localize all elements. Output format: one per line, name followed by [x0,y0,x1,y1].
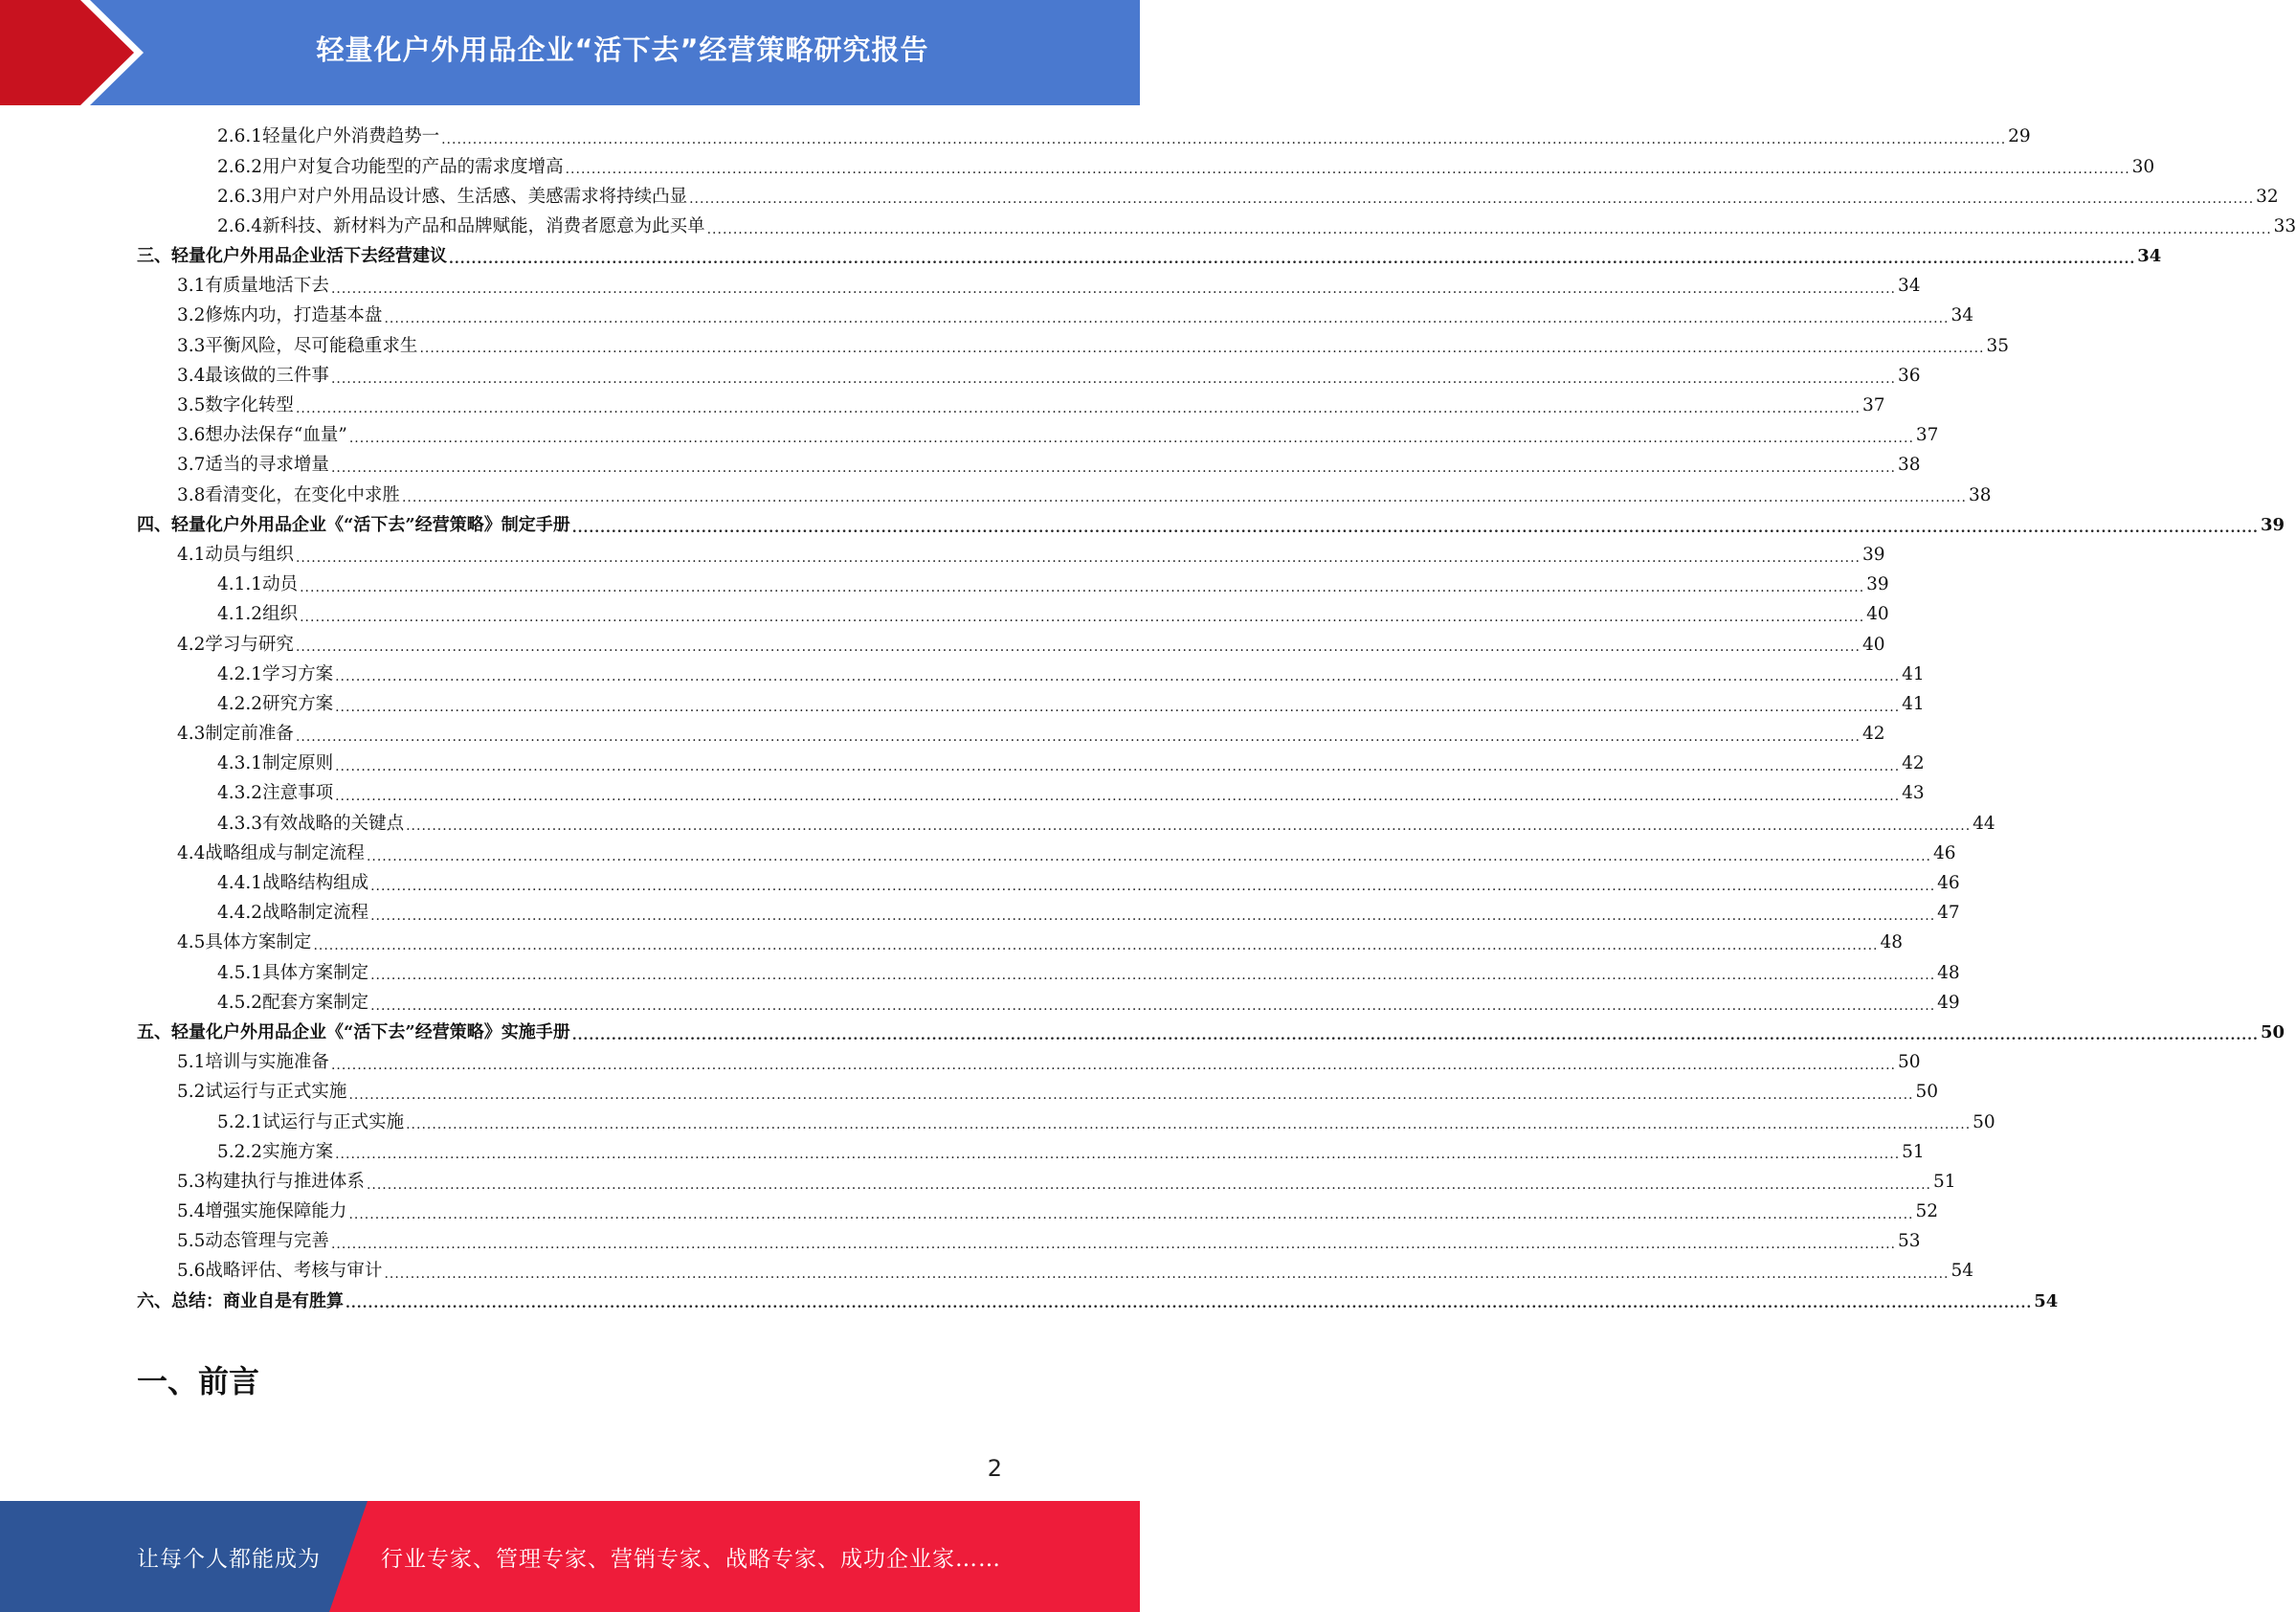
toc-leader-dots: ............................................................................................................................................................................................................................................................................................................ [689,191,2255,208]
toc-entry-page: 37 [1915,425,1939,446]
toc-entry-title: 实施方案 [262,1141,334,1162]
toc-leader-dots: ............................................................................................................................................................................................................................................................................................................ [571,520,2259,536]
toc-entry-title: 想办法保存“血量” [205,425,347,446]
toc-entry-title: 轻量化户外消费趋势一 [262,126,440,147]
toc-entry[interactable] [137,213,2296,242]
toc-entry-number: 3.2 [177,305,206,326]
toc-entry-number: 5.6 [177,1261,206,1282]
toc-entry-page: 50 [1898,1052,1921,1073]
toc-entry-title: 用户对复合功能型的产品的需求度增高 [262,156,564,177]
toc-entry[interactable] [137,331,2010,361]
toc-leader-dots: ............................................................................................................................................................................................................................................................................................................ [313,938,1879,954]
toc-entry-number: 4.3.3 [217,813,263,834]
toc-entry-page: 51 [1933,1171,1956,1192]
page-number: 2 [987,1455,1002,1482]
toc-entry-page: 34 [2137,246,2162,267]
toc-entry-page: 39 [1862,544,1885,565]
toc-entry-number: 3.6 [177,425,206,446]
toc-entry-title: 学习方案 [262,663,334,684]
toc-entry-title: 培训与实施准备 [205,1052,329,1073]
toc-leader-dots: ............................................................................................................................................................................................................................................................................................................ [346,1296,2033,1312]
toc-entry[interactable] [137,571,1889,600]
toc-entry[interactable] [137,1257,1974,1287]
toc-entry[interactable] [137,1019,2285,1048]
toc-entry-number: 4.2.1 [217,663,263,684]
toc-entry-title: 动员 [262,574,299,595]
toc-entry-title: 数字化转型 [205,395,294,416]
toc-entry[interactable] [137,451,1921,481]
toc-entry-number: 4.5.2 [217,992,263,1013]
toc-entry-number: 3.7 [177,455,206,476]
toc-leader-dots: ............................................................................................................................................................................................................................................................................................................ [565,162,2130,178]
toc-entry-page: 39 [2260,515,2285,536]
toc-entry-number: 4.3 [177,724,206,745]
toc-entry-page: 54 [1950,1261,1974,1282]
toc-entry-page: 34 [1898,276,1921,297]
toc-entry-title: 制定原则 [262,753,334,774]
toc-entry-page: 39 [1866,574,1889,595]
toc-entry-title: 战略评估、考核与审计 [205,1261,383,1282]
toc-entry[interactable] [137,929,1904,958]
toc-entry-page: 50 [1915,1082,1939,1103]
toc-leader-dots: ............................................................................................................................................................................................................................................................................................................ [419,341,1985,357]
toc-entry-page: 38 [1969,484,1992,505]
toc-leader-dots: ............................................................................................................................................................................................................................................................................................................ [335,699,1901,715]
toc-leader-dots: ............................................................................................................................................................................................................................................................................................................ [295,728,1861,745]
toc-entry[interactable] [137,1078,1939,1108]
toc-leader-dots: ............................................................................................................................................................................................................................................................................................................ [401,490,1967,506]
toc-entry-page: 50 [2260,1022,2285,1043]
toc-entry-page: 42 [1862,724,1885,745]
toc-leader-dots: ............................................................................................................................................................................................................................................................................................................ [384,1266,1950,1283]
toc-entry[interactable] [137,1137,1925,1167]
toc-entry-number: 3.8 [177,484,206,505]
toc-leader-dots: ............................................................................................................................................................................................................................................................................................................ [335,1147,1901,1163]
toc-entry[interactable] [137,660,1925,689]
toc-entry-number: 2.6.4 [217,215,263,236]
toc-entry-page: 46 [1933,842,1956,863]
toc-entry-number: 3.4 [177,365,206,386]
toc-entry-page: 42 [1902,753,1925,774]
toc-entry[interactable] [137,541,1885,571]
toc-entry-title: 四、轻量化户外用品企业《“活下去”经营策略》制定手册 [137,515,570,536]
toc-entry[interactable] [137,272,1921,302]
toc-entry-page: 32 [2256,186,2279,207]
toc-leader-dots: ............................................................................................................................................................................................................................................................................................................ [348,1087,1914,1104]
toc-leader-dots: ............................................................................................................................................................................................................................................................................................................ [384,311,1950,327]
toc-entry[interactable] [137,809,1995,839]
toc-entry-page: 47 [1937,903,1960,924]
toc-entry-number: 4.3.2 [217,783,263,804]
toc-entry-title: 六、总结：商业自是有胜算 [137,1290,344,1311]
toc-entry-number: 4.1 [177,544,206,565]
toc-entry-title: 最该做的三件事 [205,365,329,386]
toc-entry-title: 修炼内功，打造基本盘 [205,305,383,326]
toc-entry-title: 动员与组织 [205,544,294,565]
toc-entry[interactable] [137,720,1885,750]
toc-entry-number: 2.6.3 [217,186,263,207]
toc-leader-dots: ............................................................................................................................................................................................................................................................................................................ [295,639,1861,656]
toc-entry[interactable] [137,899,1960,929]
toc-entry-page: 50 [1973,1111,1995,1132]
toc-entry[interactable] [137,302,1974,331]
report-title: 轻量化户外用品企业“活下去”经营策略研究报告 [316,33,929,66]
toc-entry-title: 配套方案制定 [262,992,369,1013]
toc-entry-title: 增强实施保障能力 [205,1201,347,1222]
toc-entry[interactable] [137,510,2285,540]
toc-entry-number: 3.5 [177,395,206,416]
toc-leader-dots: ............................................................................................................................................................................................................................................................................................................ [330,1057,1896,1073]
toc-entry-number: 4.1.2 [217,604,263,625]
toc-entry-title: 五、轻量化户外用品企业《“活下去”经营策略》实施手册 [137,1022,570,1043]
toc-leader-dots: ............................................................................................................................................................................................................................................................................................................ [295,400,1861,416]
toc-entry-number: 3.1 [177,276,206,297]
toc-leader-dots: ............................................................................................................................................................................................................................................................................................................ [366,848,1931,864]
toc-entry-page: 34 [1950,305,1974,326]
toc-leader-dots: ............................................................................................................................................................................................................................................................................................................ [366,1176,1931,1193]
toc-entry[interactable] [137,362,1921,392]
toc-entry[interactable] [137,152,2155,182]
toc-leader-dots: ............................................................................................................................................................................................................................................................................................................ [441,132,2007,148]
toc-entry[interactable] [137,630,1885,660]
toc-entry-title: 构建执行与推进体系 [205,1171,365,1192]
toc-leader-dots: ............................................................................................................................................................................................................................................................................................................ [406,1117,1972,1133]
toc-leader-dots: ............................................................................................................................................................................................................................................................................................................ [406,818,1972,835]
footer-banner [0,1501,1140,1612]
toc-leader-dots: ............................................................................................................................................................................................................................................................................................................ [335,759,1901,775]
toc-leader-dots: ............................................................................................................................................................................................................................................................................................................ [330,370,1896,387]
toc-entry-page: 30 [2131,156,2155,177]
toc-leader-dots: ............................................................................................................................................................................................................................................................................................................ [330,281,1896,298]
toc-entry-number: 5.2.1 [217,1111,263,1132]
toc-leader-dots: ............................................................................................................................................................................................................................................................................................................ [330,1237,1896,1253]
toc-entry-page: 29 [2008,126,2031,147]
toc-leader-dots: ............................................................................................................................................................................................................................................................................................................ [295,549,1861,566]
toc-entry-title: 战略制定流程 [262,903,369,924]
toc-entry-number: 4.5.1 [217,962,263,983]
toc-entry-title: 新科技、新材料为产品和品牌赋能，消费者愿意为此买单 [262,215,705,236]
toc-entry[interactable] [137,1198,1939,1227]
toc-entry[interactable] [137,988,1960,1018]
toc-entry-page: 53 [1898,1231,1921,1252]
toc-entry-title: 有效战略的关键点 [262,813,405,834]
toc-entry[interactable] [137,1048,1921,1078]
toc-entry[interactable] [137,1227,1921,1257]
toc-entry-page: 51 [1902,1141,1925,1162]
toc-entry-page: 37 [1862,395,1885,416]
toc-entry-page: 38 [1898,455,1921,476]
toc-entry-page: 35 [1986,335,2010,356]
toc-entry-number: 5.3 [177,1171,206,1192]
toc-entry-title: 制定前准备 [205,724,294,745]
toc-entry-number: 4.4.2 [217,903,263,924]
toc-entry-title: 学习与研究 [205,634,294,655]
toc-leader-dots: ............................................................................................................................................................................................................................................................................................................ [335,669,1901,685]
toc-entry-number: 4.4 [177,842,206,863]
toc-entry[interactable] [137,1287,2059,1316]
toc-entry-title: 动态管理与完善 [205,1231,329,1252]
toc-entry[interactable] [137,750,1925,779]
toc-entry[interactable] [137,481,1992,510]
toc-entry-title: 平衡风险，尽可能稳重求生 [205,335,418,356]
toc-entry-number: 3.3 [177,335,206,356]
toc-entry[interactable] [137,1108,1995,1137]
toc-entry-title: 战略结构组成 [262,873,369,894]
toc-entry[interactable] [137,690,1925,720]
toc-leader-dots: ............................................................................................................................................................................................................................................................................................................ [370,907,1936,924]
toc-entry-title: 研究方案 [262,693,334,714]
toc-entry[interactable] [137,182,2279,212]
section-heading: 一、前言 [137,1363,260,1399]
toc-entry-title: 注意事项 [262,783,334,804]
toc-entry-page: 40 [1862,634,1885,655]
toc-entry[interactable] [137,392,1885,421]
toc-entry-page: 52 [1915,1201,1939,1222]
toc-entry-page: 41 [1902,693,1925,714]
toc-entry-title: 试运行与正式实施 [205,1082,347,1103]
header-banner [0,0,1140,105]
toc-entry-number: 4.4.1 [217,873,263,894]
toc-entry-page: 49 [1937,992,1960,1013]
toc-entry[interactable] [137,958,1960,988]
toc-entry-page: 48 [1937,962,1960,983]
toc-entry-number: 5.5 [177,1231,206,1252]
table-of-contents [137,123,2296,1317]
toc-leader-dots: ............................................................................................................................................................................................................................................................................................................ [571,1027,2259,1043]
toc-entry-page: 41 [1902,663,1925,684]
toc-leader-dots: ............................................................................................................................................................................................................................................................................................................ [300,610,1865,626]
toc-entry-title: 三、轻量化户外用品企业活下去经营建议 [137,246,447,267]
toc-entry-page: 46 [1937,873,1960,894]
toc-leader-dots: ............................................................................................................................................................................................................................................................................................................ [330,460,1896,477]
toc-entry-title: 具体方案制定 [205,932,312,953]
toc-entry[interactable] [137,421,1939,451]
toc-leader-dots: ............................................................................................................................................................................................................................................................................................................ [706,221,2272,237]
toc-entry-number: 2.6.2 [217,156,263,177]
toc-leader-dots: ............................................................................................................................................................................................................................................................................................................ [370,968,1936,984]
footer-tagline: 行业专家、管理专家、营销专家、战略专家、成功企业家…… [381,1546,1001,1572]
toc-leader-dots: ............................................................................................................................................................................................................................................................................................................ [348,430,1914,446]
toc-entry-number: 4.2.2 [217,693,263,714]
toc-entry-number: 2.6.1 [217,126,263,147]
toc-entry-title: 战略组成与制定流程 [205,842,365,863]
toc-entry[interactable] [137,1168,1956,1198]
toc-entry[interactable] [137,779,1925,809]
toc-entry-number: 4.3.1 [217,753,263,774]
toc-entry-page: 48 [1880,932,1904,953]
toc-entry-title: 看清变化，在变化中求胜 [205,484,400,505]
toc-entry-title: 试运行与正式实施 [262,1111,405,1132]
toc-entry-page: 33 [2273,215,2296,236]
toc-entry-title: 组织 [262,604,299,625]
toc-entry-page: 54 [2034,1290,2059,1311]
toc-entry-page: 36 [1898,365,1921,386]
toc-leader-dots: ............................................................................................................................................................................................................................................................................................................ [370,878,1936,894]
toc-entry-page: 44 [1973,813,1995,834]
toc-leader-dots: ............................................................................................................................................................................................................................................................................................................ [348,1206,1914,1222]
toc-entry-title: 用户对户外用品设计感、生活感、美感需求将持续凸显 [262,186,688,207]
toc-entry[interactable] [137,869,1960,899]
toc-entry[interactable] [137,840,1956,869]
toc-entry-number: 5.2.2 [217,1141,263,1162]
toc-entry-number: 5.1 [177,1052,206,1073]
footer-slogan: 让每个人都能成为 [137,1546,321,1572]
toc-leader-dots: ............................................................................................................................................................................................................................................................................................................ [335,789,1901,805]
toc-entry-number: 4.1.1 [217,574,263,595]
toc-entry[interactable] [137,123,2031,152]
toc-entry-page: 40 [1866,604,1889,625]
toc-entry-number: 5.2 [177,1082,206,1103]
toc-entry-title: 适当的寻求增量 [205,455,329,476]
toc-entry[interactable] [137,242,2162,272]
toc-entry-title: 有质量地活下去 [205,276,329,297]
toc-entry-number: 4.2 [177,634,206,655]
toc-entry-number: 5.4 [177,1201,206,1222]
toc-entry[interactable] [137,600,1889,630]
toc-leader-dots: ............................................................................................................................................................................................................................................................................................................ [300,579,1865,595]
toc-leader-dots: ............................................................................................................................................................................................................................................................................................................ [449,251,2136,267]
toc-entry-number: 4.5 [177,932,206,953]
toc-leader-dots: ............................................................................................................................................................................................................................................................................................................ [370,997,1936,1014]
toc-entry-page: 43 [1902,783,1925,804]
toc-entry-title: 具体方案制定 [262,962,369,983]
